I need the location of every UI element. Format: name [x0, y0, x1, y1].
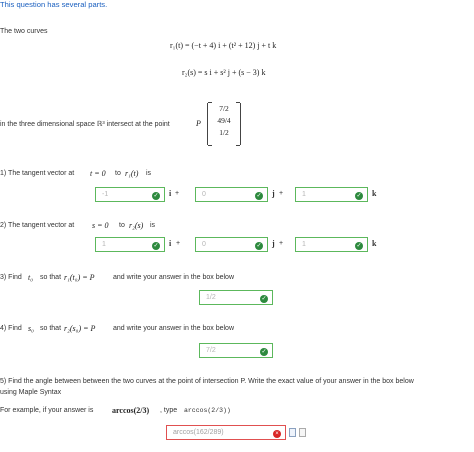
- part3-text-b: so that: [40, 274, 62, 281]
- part3-text-a: 3) Find: [0, 274, 22, 281]
- part2-cond: s = 0: [92, 221, 109, 230]
- part4-value: 7/2: [206, 347, 216, 354]
- part5-value: arccos(162/289): [173, 429, 224, 436]
- check-circle-icon: ✓: [153, 242, 159, 249]
- part1-k-input[interactable]: [295, 187, 368, 202]
- question-banner: This question has several parts.: [0, 0, 108, 9]
- check-circle-icon: ✓: [356, 192, 362, 199]
- part1-to: to: [115, 170, 121, 177]
- point-y: 49/4: [217, 116, 231, 125]
- part3-var: t₀: [28, 273, 34, 282]
- unit-k: k: [372, 239, 377, 248]
- check-circle-icon: ✓: [261, 348, 267, 355]
- part3-input[interactable]: [199, 290, 273, 305]
- part3-text-c: and write your answer in the box below: [113, 274, 235, 281]
- point-z: 1/2: [219, 128, 229, 137]
- curve2-equation: r₂(s) = s i + s² j + (s − 3) k: [182, 68, 266, 77]
- plus: +: [279, 190, 284, 197]
- part4-text-c: and write your answer in the box below: [113, 325, 235, 332]
- part2-k-value: 1: [302, 241, 306, 248]
- part4-text-a: 4) Find: [0, 325, 22, 332]
- part1-is: is: [146, 170, 152, 177]
- unit-k: k: [372, 189, 377, 198]
- intro-text: The two curves: [0, 28, 48, 35]
- part2-k-input[interactable]: [295, 237, 368, 252]
- space-text: in the three dimensional space ℝ³ intersect at the point: [0, 121, 170, 128]
- part1-label: 1) The tangent vector at: [0, 170, 75, 177]
- part1-j-value: 0: [202, 191, 206, 198]
- point-label: P: [196, 119, 201, 128]
- part1-target: r₁(t): [125, 169, 139, 178]
- part1-cond: t = 0: [90, 169, 106, 178]
- part2-target: r₂(s): [129, 221, 144, 230]
- part5-example-code: arccos(2/3)): [184, 407, 231, 414]
- part3-eq: r₁(t₀) = P: [64, 273, 95, 282]
- plus: +: [175, 190, 180, 197]
- part4-eq: r₂(s₀) = P: [64, 324, 96, 333]
- check-circle-icon: ✓: [356, 242, 362, 249]
- part2-j-input[interactable]: [195, 237, 268, 252]
- part5-example-a: For example, if your answer is: [0, 407, 94, 414]
- part4-input[interactable]: [199, 343, 273, 358]
- part2-i-value: 1: [102, 241, 106, 248]
- check-circle-icon: ✓: [153, 192, 159, 199]
- unit-i: i: [169, 239, 172, 248]
- check-circle-icon: ✓: [256, 242, 262, 249]
- check-circle-icon: ✓: [261, 295, 267, 302]
- part1-i-input[interactable]: [95, 187, 165, 202]
- part2-i-input[interactable]: [95, 237, 165, 252]
- part5-example-math: arccos(2/3): [112, 406, 150, 415]
- unit-i: i: [169, 189, 172, 198]
- part1-i-value: -1: [102, 191, 109, 198]
- part5-input[interactable]: [166, 425, 286, 440]
- part1-k-value: 1: [302, 191, 306, 198]
- part2-label: 2) The tangent vector at: [0, 222, 75, 229]
- part5-line1: 5) Find the angle between between the two curves at the point of intersection P. Write the exact value of your answer in the box below: [0, 378, 414, 385]
- x-circle-icon: ×: [273, 430, 281, 438]
- point-vector: [207, 103, 241, 145]
- part2-is: is: [150, 222, 156, 229]
- part2-j-value: 0: [202, 241, 206, 248]
- part4-text-b: so that: [40, 325, 62, 332]
- point-x: 7/2: [219, 104, 229, 113]
- part5-line2: using Maple Syntax: [0, 389, 62, 396]
- unit-j: j: [272, 239, 275, 248]
- plus: +: [279, 240, 284, 247]
- part5-example-b: , type: [160, 407, 178, 414]
- maple-help-icon[interactable]: [289, 428, 296, 437]
- unit-j: j: [272, 189, 275, 198]
- part1-j-input[interactable]: [195, 187, 268, 202]
- part3-value: 1/2: [206, 294, 216, 301]
- part2-to: to: [119, 222, 125, 229]
- document-icon[interactable]: [299, 428, 306, 437]
- part4-var: s₀: [28, 324, 34, 333]
- curve1-equation: r₁(t) = (−t + 4) i + (t² + 12) j + t k: [170, 41, 277, 50]
- check-circle-icon: ✓: [256, 192, 262, 199]
- plus: +: [176, 240, 181, 247]
